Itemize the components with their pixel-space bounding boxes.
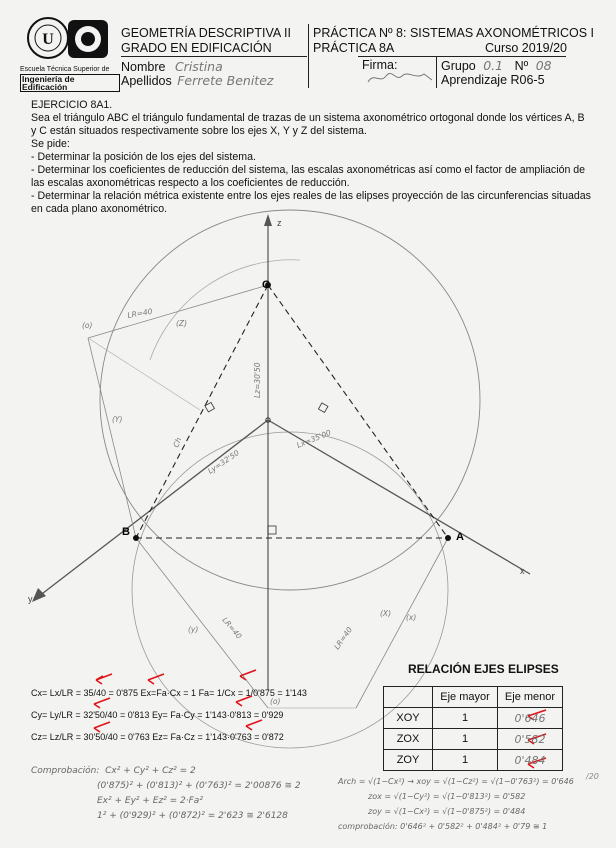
- table-row: [384, 729, 563, 750]
- comprobacion-block: [31, 764, 301, 824]
- annot-lr-3: LR=40: [332, 625, 355, 652]
- mayor-xoy: 1: [433, 708, 498, 729]
- exercise-title: EJERCICIO 8A1.: [31, 99, 113, 111]
- nombre-label: Nombre: [121, 60, 166, 74]
- comprobacion-1: Cx² + Cy² + Cz² = 2: [105, 766, 196, 776]
- school-bold-line: Ingeniería de Edificación: [20, 74, 120, 92]
- numero-value: 08: [535, 58, 552, 73]
- table-header-menor: Eje menor: [498, 687, 563, 708]
- annot-x: (X): [380, 609, 391, 618]
- se-pide: Se pide:: [31, 138, 70, 150]
- grupo-value: 0.1: [483, 58, 504, 73]
- plane-zox: ZOX: [384, 729, 433, 750]
- calc-row-3: Cz= Lz/LR = 30'50/40 = 0'763 Ez= Fa·Cz = 1'143·0'763 = 0'872: [31, 732, 284, 742]
- menor-zoy: 0'484: [498, 750, 563, 771]
- item-1: - Determinar la posición de los ejes del sistema.: [31, 151, 256, 163]
- annot-o-2: (o): [270, 697, 281, 706]
- right-calc-block: [338, 774, 574, 834]
- comprobacion-4: 1² + (0'929)² + (0'872)² = 2'623 ≅ 2'6128: [97, 811, 288, 821]
- svg-text:U: U: [42, 31, 54, 48]
- aprendizaje: Aprendizaje R06-5: [441, 73, 545, 87]
- calc-row-2: Cy= Ly/LR = 32'50/40 = 0'813 Ey= Fa·Cy = 1'143·0'813 = 0'929: [31, 710, 284, 720]
- annot-o-1: (o): [82, 321, 93, 330]
- relation-title: RELACIÓN EJES ELIPSES: [408, 662, 559, 676]
- statement-text: Sea el triángulo ABC el triángulo fundamental de trazas de un sistema axonométrico ortogonal donde los vértices A, B y C están situados respectivamente sobre los ejes X, Y y Z del sistema.: [31, 112, 585, 137]
- annot-y: (Y): [112, 415, 123, 424]
- label-c: C: [262, 279, 270, 291]
- right-calc-4: comprobación: 0'646² + 0'582² + 0'484² + 0'79 ≅ 1: [338, 822, 548, 831]
- annot-ly: Ly=32'50: [206, 448, 241, 476]
- annot-z: (Z): [176, 319, 187, 328]
- firma-label: Firma:: [362, 58, 398, 72]
- label-b: B: [122, 526, 130, 538]
- plane-zoy: ZOY: [384, 750, 433, 771]
- course-title: GEOMETRÍA DESCRIPTIVA II: [121, 26, 291, 40]
- annot-ch: Ch: [171, 436, 184, 449]
- right-calc-1: Arch = √(1−Cx²) → xoy = √(1−Cz²) = √(1−0'763²) = 0'646: [338, 777, 574, 786]
- table-row: [384, 750, 563, 771]
- calc-row-1: Cx= Lx/LR = 35/40 = 0'875 Ex=Fa·Cx = 1 Fa= 1/Cx = 1/0'875 = 1'143: [31, 688, 307, 698]
- table-row: [384, 708, 563, 729]
- school-line: Escuela Técnica Superior de: [20, 66, 110, 73]
- item-3: - Determinar la relación métrica existente entre los ejes reales de las elipses proyección de las circunferencias situadas en cada plano axonométrico.: [31, 190, 591, 215]
- right-calc-2: zox = √(1−Cy²) = √(1−0'813²) = 0'582: [368, 792, 526, 801]
- mayor-zox: 1: [433, 729, 498, 750]
- comprobacion-3: Ex² + Ey² + Ez² = 2·Fa²: [97, 796, 203, 806]
- table-header-mayor: Eje mayor: [433, 687, 498, 708]
- menor-zox: 0'582: [498, 729, 563, 750]
- apellidos-value: Ferrete Benitez: [177, 73, 274, 88]
- right-calc-3: zoy = √(1−Cx²) = √(1−0'875²) = 0'484: [368, 807, 526, 816]
- plane-xoy: XOY: [384, 708, 433, 729]
- practica-sub: PRÁCTICA 8A: [313, 41, 395, 55]
- label-z: z: [277, 218, 282, 228]
- annot-y-2: (y): [188, 625, 199, 634]
- degree: GRADO EN EDIFICACIÓN: [121, 41, 272, 55]
- relation-table: [383, 686, 563, 771]
- annot-lr-1: LR=40: [126, 306, 154, 320]
- numero-label: Nº: [514, 59, 529, 73]
- comprobacion-2: (0'875)² + (0'813)² + (0'763)² = 2'00876 ≅ 2: [97, 781, 301, 791]
- practica-title: PRÁCTICA Nº 8: SISTEMAS AXONOMÉTRICOS I: [313, 26, 595, 40]
- comprobacion-label: Comprobación:: [31, 766, 100, 776]
- mayor-zoy: 1: [433, 750, 498, 771]
- grupo-label: Grupo: [441, 59, 476, 73]
- label-x: x: [520, 566, 525, 576]
- annot-lr-2: LR=40: [220, 615, 244, 641]
- curso: Curso 2019/20: [484, 41, 567, 55]
- table-header-empty: [384, 687, 433, 708]
- annot-lx: Lx=35'00: [295, 428, 333, 450]
- label-y: y: [28, 594, 33, 604]
- item-2: - Determinar los coeficientes de reducción del sistema, las escalas axonométricas así como el factor de ampliación de las escalas axonométricas respecto a los coeficientes de reducción.: [31, 164, 586, 189]
- apellidos-label: Apellidos: [121, 74, 172, 88]
- nombre-value: Cristina: [174, 59, 223, 74]
- right-calc-margin: /20: [586, 772, 599, 781]
- menor-xoy: 0'646: [498, 708, 563, 729]
- label-a: A: [456, 531, 464, 543]
- annot-lz: Lz=30'50: [253, 362, 262, 398]
- table-header-row: [384, 687, 563, 708]
- annot-x-2: (x): [406, 613, 417, 622]
